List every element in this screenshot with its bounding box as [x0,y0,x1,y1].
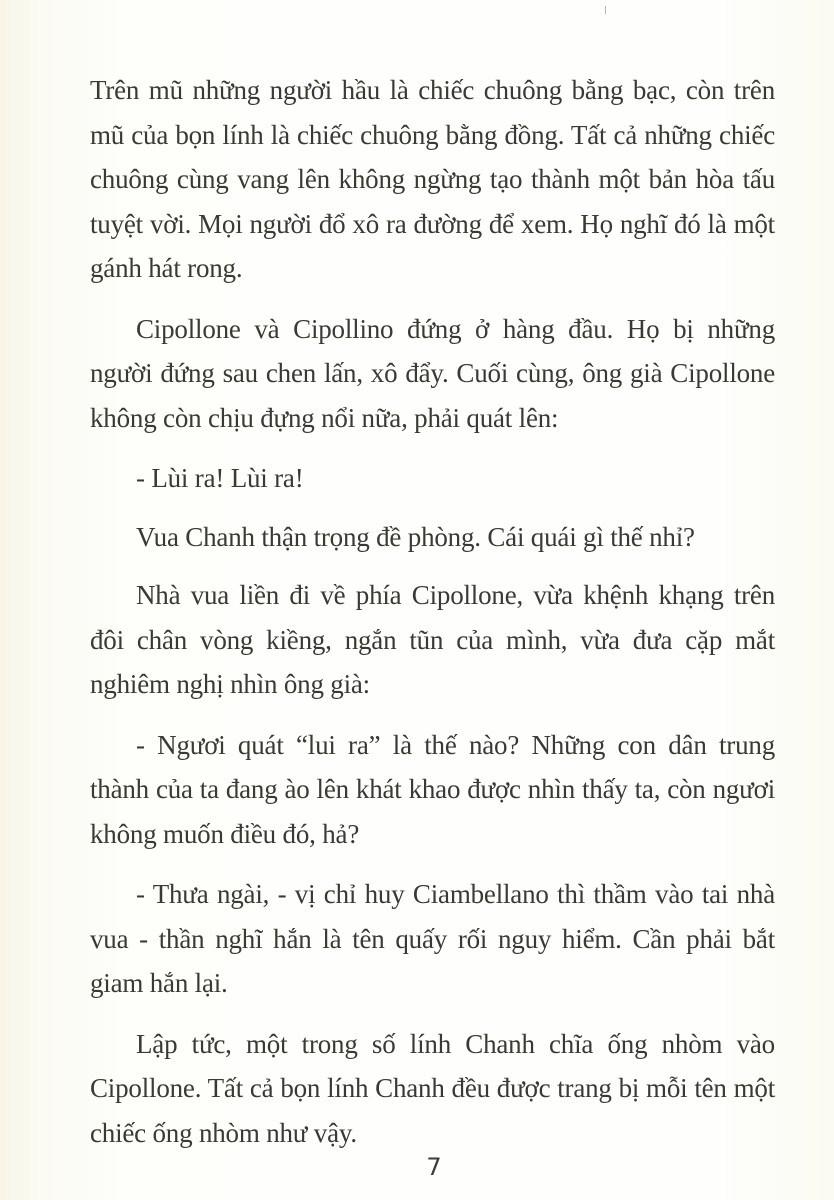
print-speck [605,6,606,14]
paragraph-5: Nhà vua liền đi về phía Cipollone, vừa khệnh khạng trên đôi chân vòng kiềng, ngắn tũn của mình, vừa đưa cặp mắt nghiêm nghị nhìn ông già: [90,580,775,699]
page-number: 7 [426,1153,442,1181]
paragraph-2: Cipollone và Cipollino đứng ở hàng đầu. Họ bị những người đứng sau chen lấn, xô đẩy. Cuối cùng, ông già Cipollone không còn chịu đựng nổi nữa, phải quát lên: [90,313,775,433]
paragraph-6-dialogue: - Ngươi quát “lui ra” là thế nào? Những con dân trung thành của ta đang ào lên khát khao được nhìn thấy ta, còn ngươi không muốn điều đó, hả? [90,729,775,849]
body-text [90,68,775,1171]
paragraph-3-dialogue: - Lùi ra! Lùi ra! [136,463,304,493]
paragraph-4: Vua Chanh thận trọng đề phòng. Cái quái gì thế nhỉ? [136,521,695,552]
paragraph-8: Lập tức, một trong số lính Chanh chĩa ống nhòm vào Cipollone. Tất cả bọn lính Chanh đều được trang bị mỗi tên một chiếc ống nhòm như vậy. [90,1028,775,1148]
paragraph-7-dialogue: - Thưa ngài, - vị chỉ huy Ciambellano thì thầm vào tai nhà vua - thần nghĩ hắn là tên quấy rối nguy hiểm. Cần phải bắt giam hắn lại. [90,879,775,998]
paragraph-1: Trên mũ những người hầu là chiếc chuông bằng bạc, còn trên mũ của bọn lính là chiếc chuông bằng đồng. Tất cả những chiếc chuông cùng vang lên không ngừng tạo thành một bản hòa tấu tuyệt vời. Mọi người đổ xô ra đường để xem. Họ nghĩ đó là một gánh hát rong. [90,75,775,283]
